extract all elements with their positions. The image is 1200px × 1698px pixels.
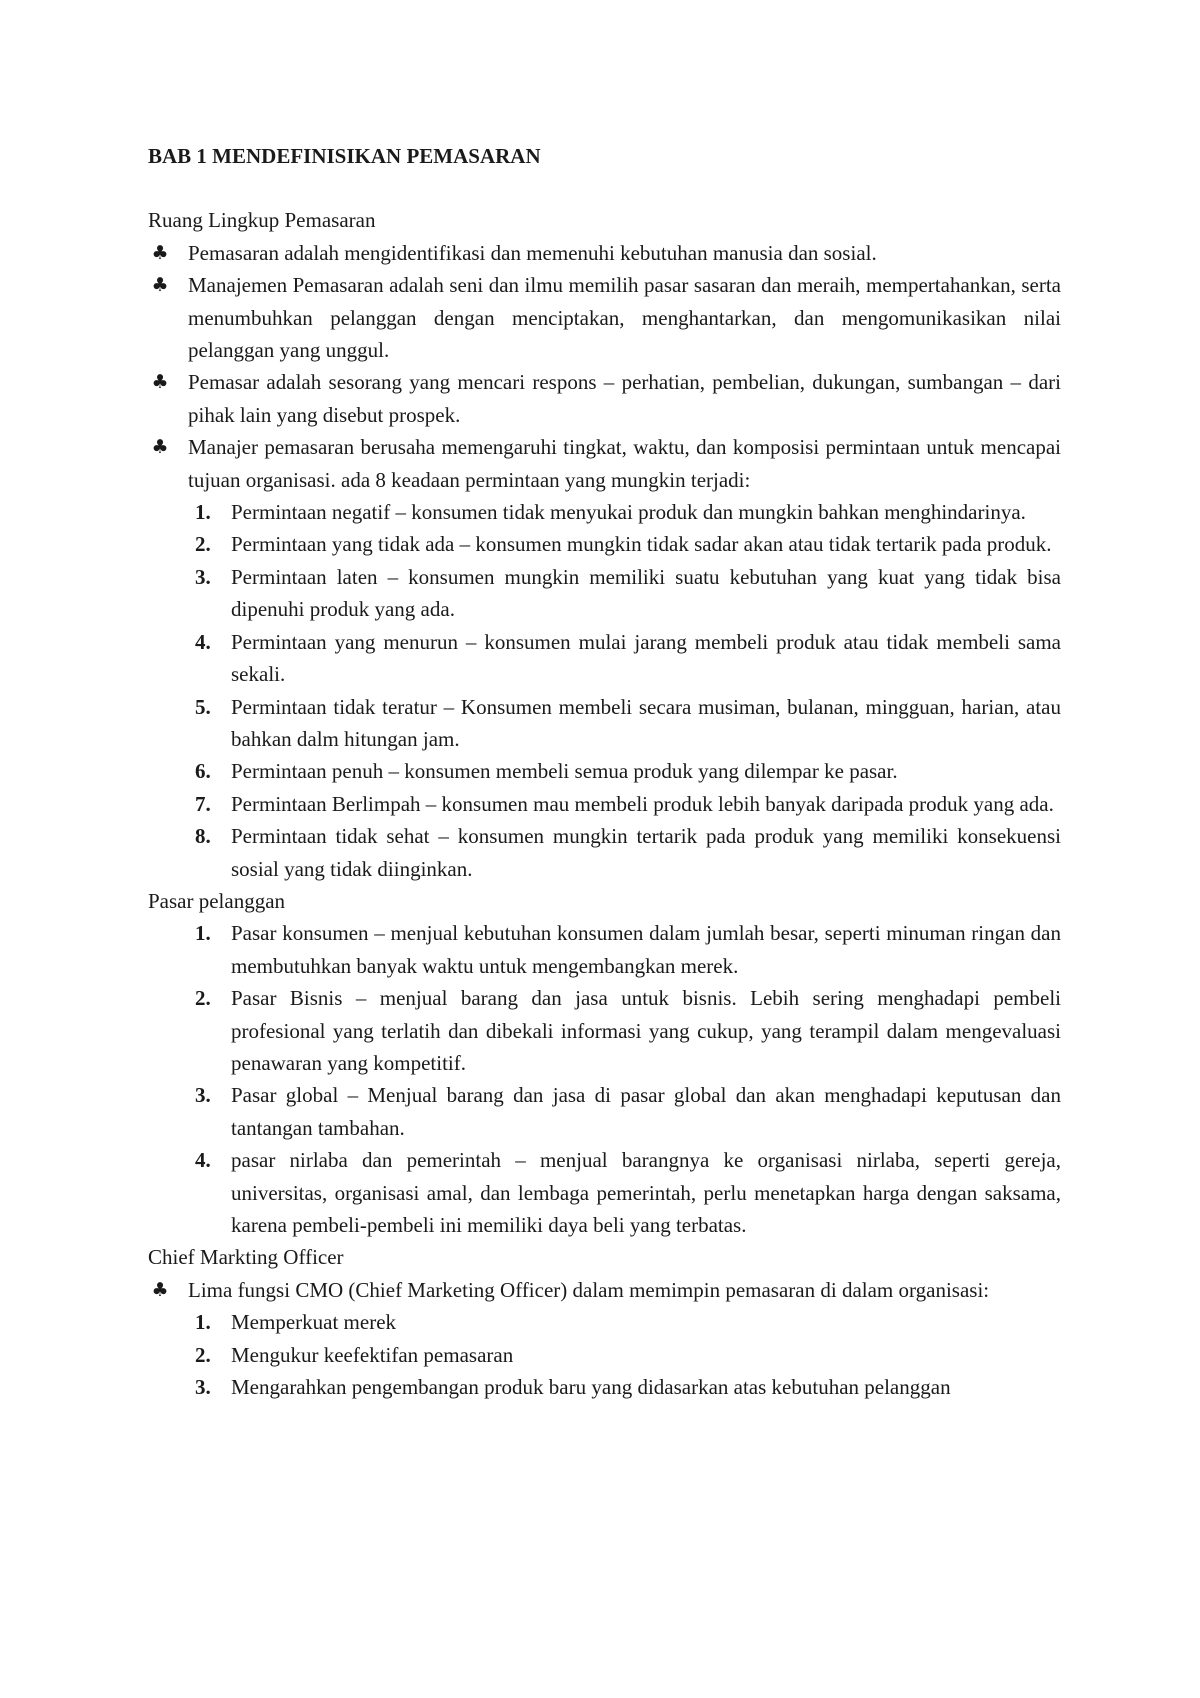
chapter-title: BAB 1 MENDEFINISIKAN PEMASARAN	[148, 144, 541, 168]
list-number: 3.	[195, 1083, 211, 1108]
bullet-text: Lima fungsi CMO (Chief Marketing Officer) dalam memimpin pemasaran di dalam organisasi:	[188, 1277, 990, 1302]
club-bullet-icon: ♣	[151, 274, 169, 297]
list-item-text: Permintaan yang menurun – konsumen mulai jarang membeli produk atau tidak membeli sama sekali.	[231, 629, 1061, 687]
list-item-text: Mengarahkan pengembangan produk baru yang didasarkan atas kebutuhan pelanggan	[231, 1375, 951, 1400]
list-item	[148, 788, 1061, 820]
customer-markets-list	[148, 917, 1061, 1241]
list-number: 4.	[195, 629, 211, 654]
bullet-text: Manajer pemasaran berusaha memengaruhi tingkat, waktu, dan komposisi permintaan untuk mencapai tujuan organisasi. ada 8 keadaan permintaan yang mungkin terjadi:	[188, 435, 1061, 492]
document-page	[148, 140, 1061, 1403]
list-item	[148, 528, 1061, 560]
list-number: 6.	[195, 759, 211, 784]
section-heading-pasar-pelanggan: Pasar pelanggan	[148, 888, 286, 913]
list-item-text: Permintaan tidak teratur – Konsumen membeli secara musiman, bulanan, mingguan, harian, atau bahkan dalm hitungan jam.	[231, 694, 1061, 751]
list-number: 1.	[195, 500, 211, 525]
bullet-item	[148, 431, 1061, 496]
list-item-text: Permintaan yang tidak ada – konsumen mungkin tidak sadar akan atau tidak tertarik pada produk.	[231, 532, 1052, 557]
list-item	[148, 561, 1061, 626]
list-item-text: pasar nirlaba dan pemerintah – menjual barangnya ke organisasi nirlaba, seperti gereja, universitas, organisasi amal, dan lembaga pemerintah, perlu menetapkan harga dengan saksama, karena pembeli-pembeli ini memiliki daya beli yang terbatas.	[231, 1148, 1061, 1237]
list-number: 1.	[195, 921, 211, 946]
list-number: 2.	[195, 1342, 211, 1367]
list-number: 3.	[195, 1375, 211, 1400]
bullet-text: Pemasaran adalah mengidentifikasi dan memenuhi kebutuhan manusia dan sosial.	[188, 240, 877, 265]
list-item	[148, 1079, 1061, 1144]
cmo-bullet-list	[148, 1274, 1061, 1306]
list-item-text: Pasar konsumen – menjual kebutuhan konsumen dalam jumlah besar, seperti minuman ringan dan membutuhkan banyak waktu untuk mengembangkan merek.	[231, 921, 1061, 978]
list-number: 2.	[195, 986, 211, 1011]
list-item-text: Permintaan tidak sehat – konsumen mungkin tertarik pada produk yang memiliki konsekuensi sosial yang tidak diinginkan.	[231, 824, 1061, 881]
list-number: 2.	[195, 532, 211, 557]
bullet-item	[148, 366, 1061, 431]
club-bullet-icon: ♣	[151, 1278, 169, 1301]
list-item-text: Pasar Bisnis – menjual barang dan jasa untuk bisnis. Lebih sering menghadapi pembeli profesional yang terlatih dan dibekali informasi yang cukup, yang terampil dalam mengevaluasi penawaran yang kompetitif.	[231, 986, 1061, 1075]
list-item-text: Permintaan negatif – konsumen tidak menyukai produk dan mungkin bahkan menghindarinya.	[231, 500, 1026, 525]
section-heading-ruang-lingkup: Ruang Lingkup Pemasaran	[148, 208, 376, 233]
list-item-text: Mengukur keefektifan pemasaran	[231, 1342, 514, 1367]
list-item	[148, 1371, 1061, 1403]
list-item-text: Memperkuat merek	[231, 1310, 397, 1335]
list-item	[148, 820, 1061, 885]
bullet-item	[148, 1274, 1061, 1306]
list-item	[148, 982, 1061, 1079]
demand-states-list	[148, 496, 1061, 885]
bullet-text: Pemasar adalah sesorang yang mencari respons – perhatian, pembelian, dukungan, sumbangan – dari pihak lain yang disebut prospek.	[188, 370, 1061, 427]
list-item	[148, 626, 1061, 691]
list-number: 4.	[195, 1148, 211, 1173]
list-item	[148, 1306, 1061, 1338]
list-item-text: Permintaan Berlimpah – konsumen mau membeli produk lebih banyak daripada produk yang ada.	[231, 791, 1054, 816]
list-item	[148, 755, 1061, 787]
bullet-item	[148, 269, 1061, 366]
list-item-text: Pasar global – Menjual barang dan jasa di pasar global dan akan menghadapi keputusan dan tantangan tambahan.	[231, 1083, 1061, 1140]
list-item-text: Permintaan penuh – konsumen membeli semua produk yang dilempar ke pasar.	[231, 759, 898, 784]
list-item	[148, 691, 1061, 756]
list-number: 1.	[195, 1310, 211, 1335]
section-heading-cmo: Chief Markting Officer	[148, 1245, 344, 1270]
club-bullet-icon: ♣	[151, 436, 169, 459]
bullet-item	[148, 237, 1061, 269]
scope-bullet-list	[148, 237, 1061, 496]
list-item	[148, 496, 1061, 528]
list-item	[148, 1144, 1061, 1241]
bullet-text: Manajemen Pemasaran adalah seni dan ilmu memilih pasar sasaran dan meraih, mempertahankan, serta menumbuhkan pelanggan dengan menciptakan, menghantarkan, dan mengomunikasikan nilai pelanggan yang unggul.	[188, 273, 1061, 363]
list-number: 5.	[195, 694, 211, 719]
list-number: 3.	[195, 564, 211, 589]
club-bullet-icon: ♣	[151, 241, 169, 264]
cmo-functions-list	[148, 1306, 1061, 1403]
list-item-text: Permintaan laten – konsumen mungkin memiliki suatu kebutuhan yang kuat yang tidak bisa dipenuhi produk yang ada.	[231, 564, 1061, 622]
list-item	[148, 1339, 1061, 1371]
list-number: 7.	[195, 791, 211, 816]
list-number: 8.	[195, 824, 211, 849]
club-bullet-icon: ♣	[151, 371, 169, 394]
list-item	[148, 917, 1061, 982]
